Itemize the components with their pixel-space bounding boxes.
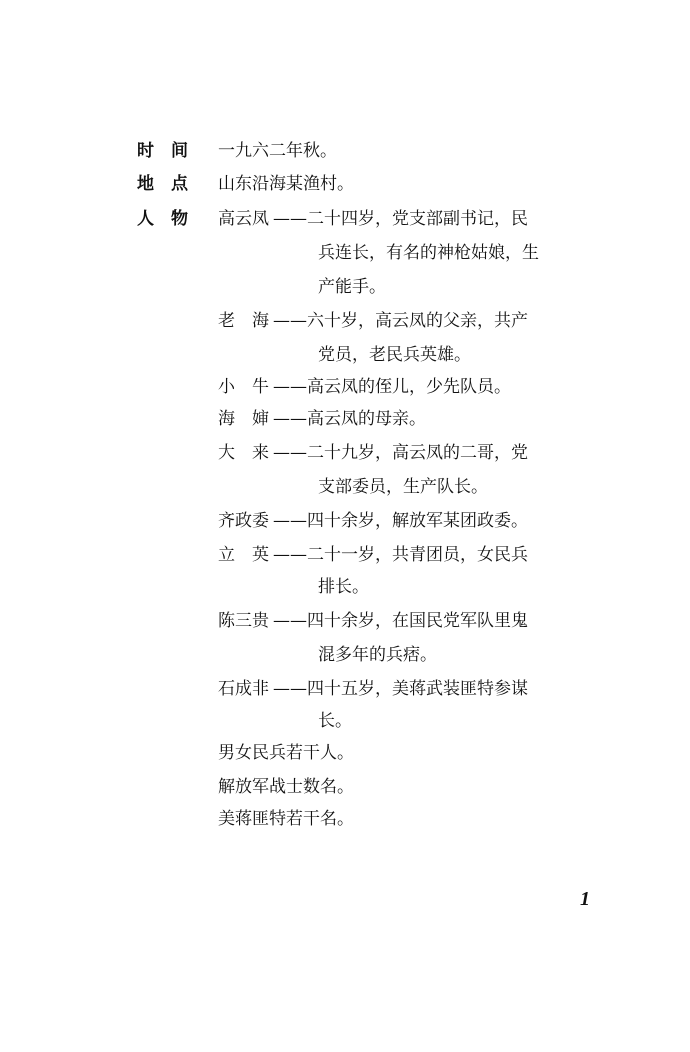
character-desc-line: ——高云凤的侄儿，少先队员。 bbox=[273, 377, 511, 397]
character-desc-line: 支部委员，生产队长。 bbox=[318, 477, 488, 497]
character-name: 陈三贵 bbox=[218, 611, 269, 631]
place-value: 山东沿海某渔村。 bbox=[218, 174, 354, 194]
character-desc-line: ——四十余岁，解放军某团政委。 bbox=[273, 511, 528, 531]
character-desc-line: 党员，老民兵英雄。 bbox=[318, 345, 471, 365]
character-desc-line: 排长。 bbox=[318, 577, 369, 597]
character-name: 石成非 bbox=[218, 679, 269, 699]
extra-cast-line: 美蒋匪特若干名。 bbox=[218, 809, 354, 829]
character-desc-line: ——四十五岁，美蒋武装匪特参谋 bbox=[273, 679, 528, 699]
character-name: 高云凤 bbox=[218, 209, 269, 229]
character-desc-line: ——二十四岁，党支部副书记，民 bbox=[273, 209, 528, 229]
time-value: 一九六二年秋。 bbox=[218, 141, 337, 161]
extra-cast-line: 解放军战士数名。 bbox=[218, 777, 354, 797]
character-name: 海 婶 bbox=[218, 409, 269, 429]
time-label: 时 间 bbox=[137, 141, 188, 161]
character-name: 小 牛 bbox=[218, 377, 269, 397]
character-desc-line: ——高云凤的母亲。 bbox=[273, 409, 426, 429]
character-desc-line: ——二十一岁，共青团员，女民兵 bbox=[273, 545, 528, 565]
page-number: 1 bbox=[580, 888, 590, 910]
character-desc-line: 产能手。 bbox=[318, 277, 386, 297]
place-label: 地 点 bbox=[137, 174, 188, 194]
character-desc-line: 混多年的兵痞。 bbox=[318, 645, 437, 665]
character-name: 立 英 bbox=[218, 545, 269, 565]
character-desc-line: ——六十岁，高云凤的父亲，共产 bbox=[273, 311, 528, 331]
character-desc-line: ——四十余岁，在国民党军队里鬼 bbox=[273, 611, 528, 631]
cast-label: 人 物 bbox=[137, 209, 188, 229]
character-name: 老 海 bbox=[218, 311, 269, 331]
character-name: 大 来 bbox=[218, 443, 269, 463]
extra-cast-line: 男女民兵若干人。 bbox=[218, 743, 354, 763]
character-name: 齐政委 bbox=[218, 511, 269, 531]
character-desc-line: ——二十九岁，高云凤的二哥，党 bbox=[273, 443, 528, 463]
character-desc-line: 兵连长，有名的神枪姑娘，生 bbox=[318, 243, 539, 263]
character-desc-line: 长。 bbox=[318, 711, 352, 731]
